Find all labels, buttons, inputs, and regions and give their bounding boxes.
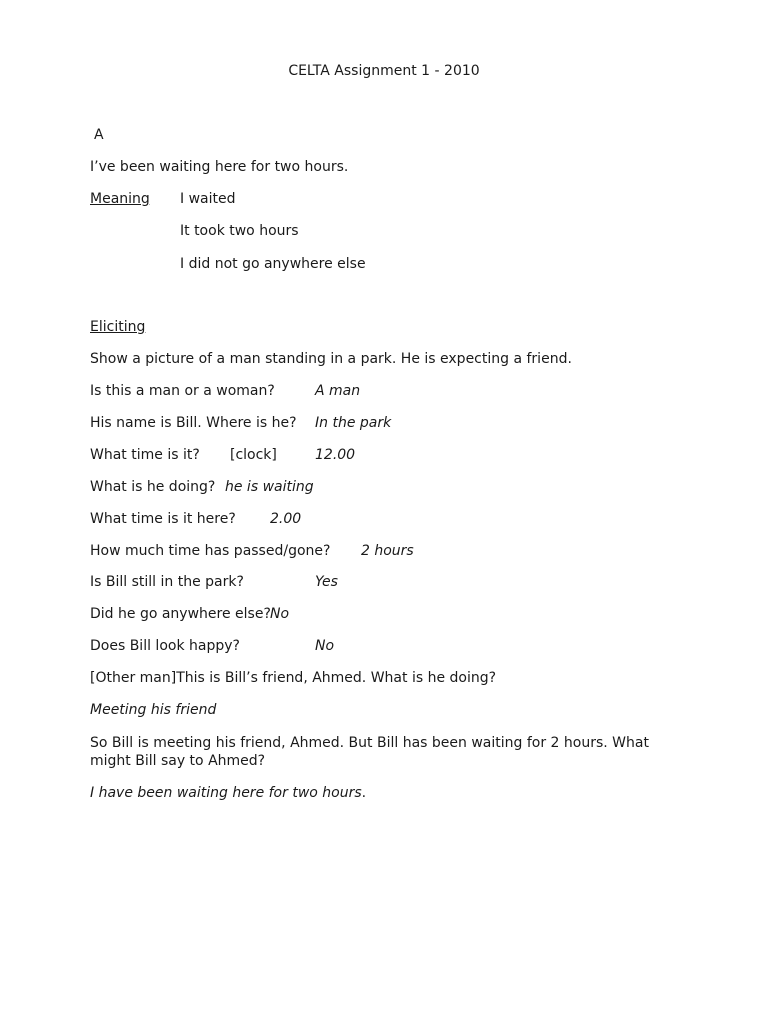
other-man-answer: Meeting his friend [90, 702, 217, 718]
eliciting-intro: Show a picture of a man standing in a park. He is expecting a friend. [90, 351, 572, 367]
answer: No [270, 606, 290, 622]
question: Is this a man or a woman? [90, 383, 275, 399]
final-answer-punct: . [361, 785, 367, 801]
question: What is he doing? [90, 479, 216, 495]
meaning-point: I waited [180, 191, 236, 207]
answer: he is waiting [225, 479, 314, 495]
setup-paragraph: So Bill is meeting his friend, Ahmed. But Bill has been waiting for 2 hours. What might Bill say to Ahmed? [90, 735, 649, 769]
question: What time is it here? [90, 511, 236, 527]
answer: 12.00 [315, 447, 356, 463]
final-answer-text: I have been waiting here for two hours [90, 785, 362, 801]
eliciting-heading: Eliciting [90, 319, 146, 335]
question: What time is it? [90, 447, 200, 463]
answer: No [315, 638, 335, 654]
question: How much time has passed/gone? [90, 543, 331, 559]
answer: In the park [315, 415, 392, 431]
answer: 2.00 [270, 511, 302, 527]
question: Is Bill still in the park? [90, 574, 244, 590]
visual-cue: [clock] [230, 447, 277, 463]
target-sentence: I’ve been waiting here for two hours. [90, 159, 349, 175]
question: Did he go anywhere else? [90, 606, 271, 622]
section-letter: A [94, 127, 104, 143]
other-man-question: [Other man]This is Bill’s friend, Ahmed. What is he doing? [90, 670, 497, 686]
meaning-point: I did not go anywhere else [180, 256, 366, 272]
answer: A man [315, 383, 361, 399]
meaning-heading: Meaning [90, 191, 150, 207]
question: Does Bill look happy? [90, 638, 240, 654]
meaning-point: It took two hours [180, 223, 299, 239]
question: His name is Bill. Where is he? [90, 415, 297, 431]
document-title: CELTA Assignment 1 - 2010 [288, 63, 480, 79]
answer: Yes [315, 574, 338, 590]
final-answer [90, 784, 366, 802]
answer: 2 hours [361, 543, 414, 559]
